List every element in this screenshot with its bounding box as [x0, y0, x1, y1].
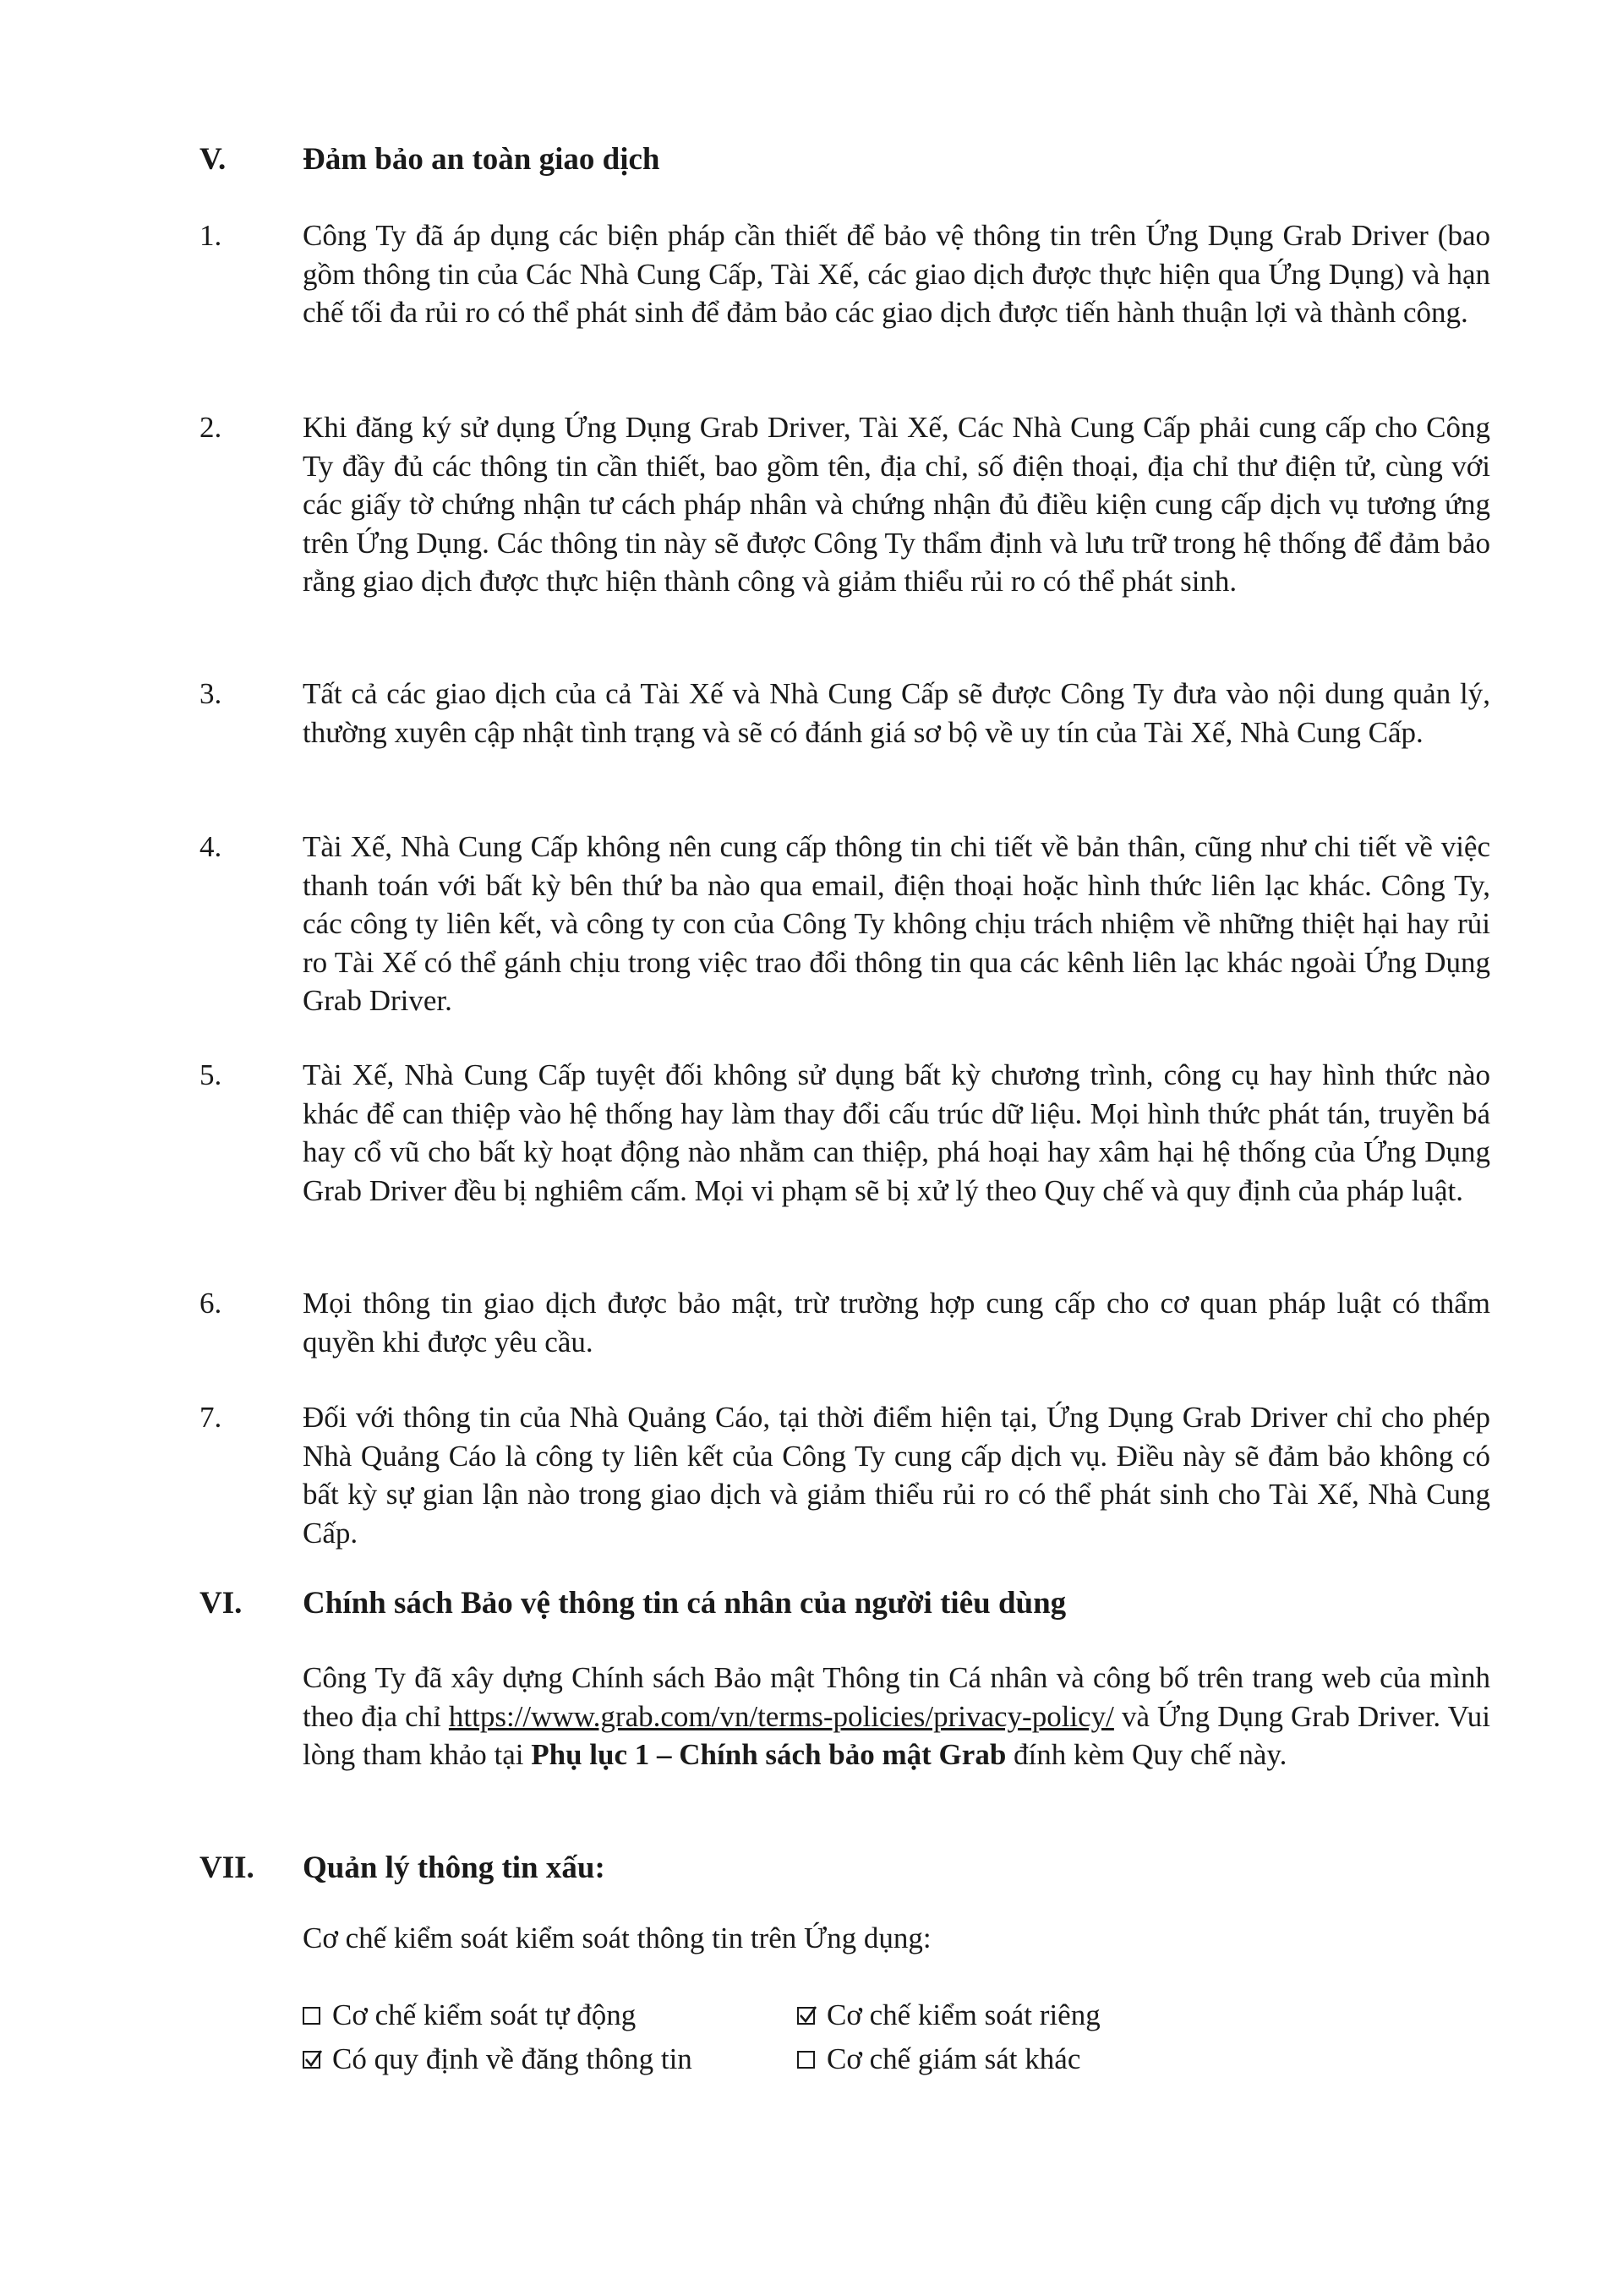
- item-text: Tài Xế, Nhà Cung Cấp tuyệt đối không sử dụng bất kỳ chương trình, công cụ hay hình thức nào khác để can thiệp vào hệ thống hay làm thay đổi cấu trúc dữ liệu. Mọi hình thức phát tán, truyền bá hay cổ vũ cho bất kỳ hoạt động nào nhằm can thiệp, phá hoại hay xâm hại hệ thống của Ứng Dụng Grab Driver đều bị nghiêm cấm. Mọi vi phạm sẽ bị xử lý theo Quy chế và quy định của pháp luật.: [303, 1058, 1490, 1207]
- check-label: Cơ chế giám sát khác: [827, 2042, 1081, 2075]
- paragraph-text: và Ứng Dụng Grab Driver. Vui lòng tham khảo tại: [303, 1699, 1490, 1771]
- checked-box-icon: [797, 2007, 815, 2025]
- item-text: Tất cả các giao dịch của cả Tài Xế và Nhà Cung Cấp sẽ được Công Ty đưa vào nội dung quản lý, thường xuyên cập nhật tình trạng và sẽ có đánh giá sơ bộ về uy tín của Tài Xế, Nhà Cung Cấp.: [303, 677, 1490, 749]
- paragraph-text: đính kèm Quy chế này.: [1006, 1738, 1287, 1771]
- control-intro: Cơ chế kiểm soát kiểm soát thông tin trên Ứng dụng:: [303, 1922, 932, 1954]
- list-item: [199, 1284, 1501, 1361]
- item-number: 1.: [199, 219, 222, 252]
- control-checklist: [303, 1993, 1232, 2081]
- paragraph-text: Công Ty đã xây dựng Chính sách Bảo mật Thông tin Cá nhân và công bố trên trang web của mình theo địa chỉ: [303, 1661, 1490, 1733]
- check-label: Cơ chế kiểm soát tự động: [332, 1998, 637, 2031]
- section-title: Đảm bảo an toàn giao dịch: [303, 142, 660, 177]
- item-text: Khi đăng ký sử dụng Ứng Dụng Grab Driver, Tài Xế, Các Nhà Cung Cấp phải cung cấp cho Công Ty đầy đủ các thông tin cần thiết, bao gồm tên, địa chỉ, số điện thoại, địa chỉ thư điện tử, cùng với các giấy tờ chứng nhận tư cách pháp nhân và chứng nhận đủ điều kiện cung cấp dịch vụ tương ứng trên Ứng Dụng. Các thông tin này sẽ được Công Ty thẩm định và lưu trữ trong hệ thống để đảm bảo rằng giao dịch được thực hiện thành công và giảm thiểu rủi ro có thể phát sinh.: [303, 411, 1490, 598]
- checklist-row: [303, 1993, 1232, 2037]
- item-number: 6.: [199, 1287, 222, 1320]
- section-title: Chính sách Bảo vệ thông tin cá nhân của người tiêu dùng: [303, 1586, 1067, 1621]
- item-text: Đối với thông tin của Nhà Quảng Cáo, tại thời điểm hiện tại, Ứng Dụng Grab Driver chỉ cho phép Nhà Quảng Cáo là công ty liên kết của Công Ty cung cấp dịch vụ. Điều này sẽ đảm bảo không có bất kỳ sự gian lận nào trong giao dịch và giảm thiểu rủi ro có thể phát sinh cho Tài Xế, Nhà Cung Cấp.: [303, 1401, 1490, 1550]
- section-title: Quản lý thông tin xấu:: [303, 1850, 605, 1885]
- check-posting-rules: [303, 2037, 692, 2081]
- unchecked-box-icon: [303, 2007, 320, 2025]
- list-item: [199, 1056, 1501, 1210]
- item-text: Mọi thông tin giao dịch được bảo mật, trừ trường hợp cung cấp cho cơ quan pháp luật có thẩm quyền khi được yêu cầu.: [303, 1287, 1490, 1358]
- item-number: 7.: [199, 1401, 222, 1434]
- check-label: Cơ chế kiểm soát riêng: [827, 1998, 1101, 2031]
- item-number: 2.: [199, 411, 222, 444]
- checked-box-icon: [303, 2051, 320, 2069]
- section-number: V.: [199, 142, 227, 177]
- item-number: 4.: [199, 830, 222, 863]
- list-item: [199, 216, 1501, 332]
- privacy-policy-link[interactable]: https://www.grab.com/vn/terms-policies/privacy-policy/: [448, 1699, 1114, 1733]
- unchecked-box-icon: [797, 2051, 815, 2069]
- list-item: [199, 1398, 1501, 1552]
- list-item: [199, 828, 1501, 1020]
- list-item: [199, 675, 1501, 752]
- item-text: Công Ty đã áp dụng các biện pháp cần thiết để bảo vệ thông tin trên Ứng Dụng Grab Driver (bao gồm thông tin của Các Nhà Cung Cấp, Tài Xế, các giao dịch được thực hiện qua Ứng Dụng) và hạn chế tối đa rủi ro có thể phát sinh để đảm bảo các giao dịch được tiến hành thuận lợi và thành công.: [303, 219, 1490, 329]
- checklist-row: [303, 2037, 1232, 2081]
- check-private-control: [797, 1993, 1101, 2037]
- item-number: 5.: [199, 1058, 222, 1091]
- item-text: Tài Xế, Nhà Cung Cấp không nên cung cấp thông tin chi tiết về bản thân, cũng như chi tiết về việc thanh toán với bất kỳ bên thứ ba nào qua email, điện thoại hoặc hình thức liên lạc khác. Công Ty, các công ty liên kết, và công ty con của Công Ty không chịu trách nhiệm về những thiệt hại hay rủi ro Tài Xế có thể gánh chịu trong việc trao đổi thông tin qua các kênh liên lạc khác ngoài Ứng Dụng Grab Driver.: [303, 830, 1490, 1017]
- privacy-paragraph: [303, 1659, 1490, 1774]
- check-label: Có quy định về đăng thông tin: [332, 2042, 692, 2075]
- section-number: VII.: [199, 1850, 254, 1885]
- check-auto-control: [303, 1993, 636, 2037]
- appendix-reference: Phụ lục 1 – Chính sách bảo mật Grab: [531, 1738, 1007, 1771]
- item-number: 3.: [199, 677, 222, 710]
- list-item: [199, 408, 1501, 601]
- section-number: VI.: [199, 1586, 243, 1621]
- check-other-monitoring: [797, 2037, 1080, 2081]
